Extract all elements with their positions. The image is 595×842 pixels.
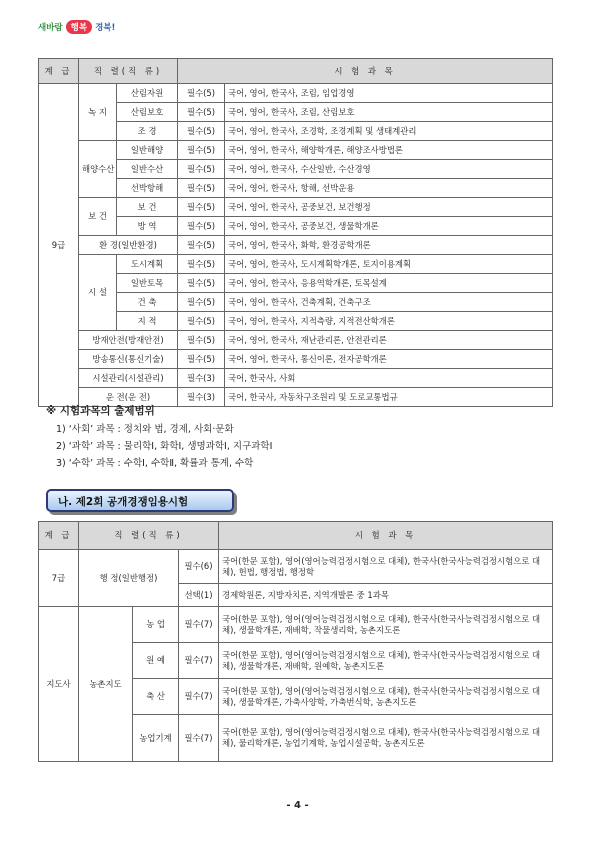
group-cell: 시 설: [79, 255, 117, 331]
sub-cell: 일반토목: [117, 274, 178, 293]
req-cell: 필수(5): [178, 160, 225, 179]
sub-cell: 일반해양: [117, 141, 178, 160]
subjects-cell: 국어, 한국사, 사회: [225, 369, 553, 388]
subjects-cell: 국어, 영어, 한국사, 건축계획, 건축구조: [225, 293, 553, 312]
subjects-cell: 국어, 영어, 한국사, 조경학, 조경계획 및 생태계관리: [225, 122, 553, 141]
subjects-cell: 국어(한문 포함), 영어(영어능력검정시험으로 대체), 한국사(한국사능력검정시험으로 대체), 생물학개론, 재배학, 원예학, 농촌지도론: [219, 643, 553, 679]
sub-cell: 원 예: [133, 643, 179, 679]
req-cell: 필수(5): [178, 84, 225, 103]
note-line-1: 1) ‘사회’ 과목 : 정치와 법, 경제, 사회·문화: [56, 424, 234, 435]
req-cell: 필수(5): [178, 217, 225, 236]
subjects-cell: 경제학원론, 지방자치론, 지역개발론 중 1과목: [219, 584, 553, 607]
req-cell: 필수(7): [179, 715, 219, 762]
note-line-3: 3) ‘수학’ 과목 : 수학Ⅰ, 수학Ⅱ, 확률과 통계, 수학: [56, 458, 254, 469]
header-subjects: 시 험 과 목: [178, 59, 553, 84]
subjects-cell: 국어, 한국사, 자동차구조원리 및 도로교통법규: [225, 388, 553, 407]
exam-subjects-table-2nd: [38, 521, 553, 762]
sub-cell: 농업기계: [133, 715, 179, 762]
sub-cell: 축 산: [133, 679, 179, 715]
section-heading: 나. 제2회 공개경쟁임용시험: [46, 489, 234, 512]
logo-text-1: 새바람: [38, 23, 63, 33]
req-cell: 필수(5): [178, 198, 225, 217]
series-cell: 행 정(일반행정): [79, 550, 179, 607]
sub-cell: 건 축: [117, 293, 178, 312]
exam-subjects-table-grade9: [38, 58, 553, 407]
group-cell: 녹 지: [79, 84, 117, 141]
subjects-cell: 국어(한문 포함), 영어(영어능력검정시험으로 대체), 한국사(한국사능력검정시험으로 대체), 물리학개론, 농업기계학, 농업시설공학, 농촌지도론: [219, 715, 553, 762]
header-series: 직 렬(직 류): [79, 59, 178, 84]
grade-cell: 7급: [39, 550, 79, 607]
sub-cell: 방 역: [117, 217, 178, 236]
header-subjects: 시 험 과 목: [219, 522, 553, 550]
subjects-cell: 국어, 영어, 한국사, 통신이론, 전자공학개론: [225, 350, 553, 369]
subjects-cell: 국어, 영어, 한국사, 수산일반, 수산경영: [225, 160, 553, 179]
logo-text-2: 행복: [66, 20, 92, 34]
series-cell: 환 경(일반환경): [79, 236, 178, 255]
req-cell: 필수(5): [178, 236, 225, 255]
subjects-cell: 국어(한문 포함), 영어(영어능력검정시험으로 대체), 한국사(한국사능력검정시험으로 대체), 생물학개론, 재배학, 작물생리학, 농촌지도론: [219, 607, 553, 643]
sub-cell: 일반수산: [117, 160, 178, 179]
req-cell: 필수(5): [178, 141, 225, 160]
group-cell: 해양수산: [79, 141, 117, 198]
note-line-2: 2) ‘과학’ 과목 : 물리학Ⅰ, 화학Ⅰ, 생명과학Ⅰ, 지구과학Ⅰ: [56, 441, 273, 452]
subjects-cell: 국어, 영어, 한국사, 도시계획학개론, 토지이용계획: [225, 255, 553, 274]
header-grade: 계 급: [39, 59, 79, 84]
subjects-cell: 국어, 영어, 한국사, 해양학개론, 해양조사방법론: [225, 141, 553, 160]
page-number: - 4 -: [286, 800, 309, 811]
sub-cell: 도시계획: [117, 255, 178, 274]
group-cell: 보 건: [79, 198, 117, 236]
subjects-cell: 국어, 영어, 한국사, 재난관리론, 안전관리론: [225, 331, 553, 350]
group-cell: 농촌지도: [79, 607, 133, 762]
req-cell: 필수(7): [179, 643, 219, 679]
req-cell: 필수(7): [179, 607, 219, 643]
series-cell: 시설관리(시설관리): [79, 369, 178, 388]
subjects-cell: 국어, 영어, 한국사, 공중보건, 생물학개론: [225, 217, 553, 236]
subjects-cell: 국어, 영어, 한국사, 공중보건, 보건행정: [225, 198, 553, 217]
subjects-cell: 국어, 영어, 한국사, 조림, 산림보호: [225, 103, 553, 122]
logo: [38, 20, 115, 34]
req-cell: 필수(7): [179, 679, 219, 715]
subjects-cell: 국어, 영어, 한국사, 응용역학개론, 토목설계: [225, 274, 553, 293]
subjects-cell: 국어, 영어, 한국사, 항해, 선박운용: [225, 179, 553, 198]
header-series: 직 렬(직 류): [79, 522, 219, 550]
series-cell: 방송통신(통신기술): [79, 350, 178, 369]
req-cell: 필수(3): [178, 388, 225, 407]
sub-cell: 산림자원: [117, 84, 178, 103]
subjects-cell: 국어, 영어, 한국사, 화학, 환경공학개론: [225, 236, 553, 255]
req-cell: 필수(5): [178, 350, 225, 369]
opt-cell: 선택(1): [179, 584, 219, 607]
sub-cell: 보 건: [117, 198, 178, 217]
req-cell: 필수(5): [178, 331, 225, 350]
sub-cell: 농 업: [133, 607, 179, 643]
req-cell: 필수(5): [178, 255, 225, 274]
req-cell: 필수(5): [178, 103, 225, 122]
header-grade: 계 급: [39, 522, 79, 550]
subjects-cell: 국어, 영어, 한국사, 조림, 임업경영: [225, 84, 553, 103]
req-cell: 필수(5): [178, 179, 225, 198]
req-cell: 필수(6): [179, 550, 219, 584]
sub-cell: 지 적: [117, 312, 178, 331]
series-cell: 방재안전(방재안전): [79, 331, 178, 350]
req-cell: 필수(5): [178, 312, 225, 331]
req-cell: 필수(5): [178, 293, 225, 312]
subjects-cell: 국어, 영어, 한국사, 지적측량, 지적전산학개론: [225, 312, 553, 331]
sub-cell: 선박항해: [117, 179, 178, 198]
series-cell: 운 전(운 전): [79, 388, 178, 407]
subjects-cell: 국어(한문 포함), 영어(영어능력검정시험으로 대체), 한국사(한국사능력검정시험으로 대체), 생물학개론, 가축사양학, 가축번식학, 농촌지도론: [219, 679, 553, 715]
sub-cell: 조 경: [117, 122, 178, 141]
grade-cell: 지도사: [39, 607, 79, 762]
grade-cell: 9급: [39, 84, 79, 407]
logo-text-3: 경북!: [95, 23, 116, 33]
sub-cell: 산림보호: [117, 103, 178, 122]
req-cell: 필수(3): [178, 369, 225, 388]
req-cell: 필수(5): [178, 122, 225, 141]
req-cell: 필수(5): [178, 274, 225, 293]
subjects-cell: 국어(한문 포함), 영어(영어능력검정시험으로 대체), 한국사(한국사능력검정시험으로 대체), 헌법, 행정법, 행정학: [219, 550, 553, 584]
note-title: ※ 시험과목의 출제범위: [46, 405, 155, 417]
